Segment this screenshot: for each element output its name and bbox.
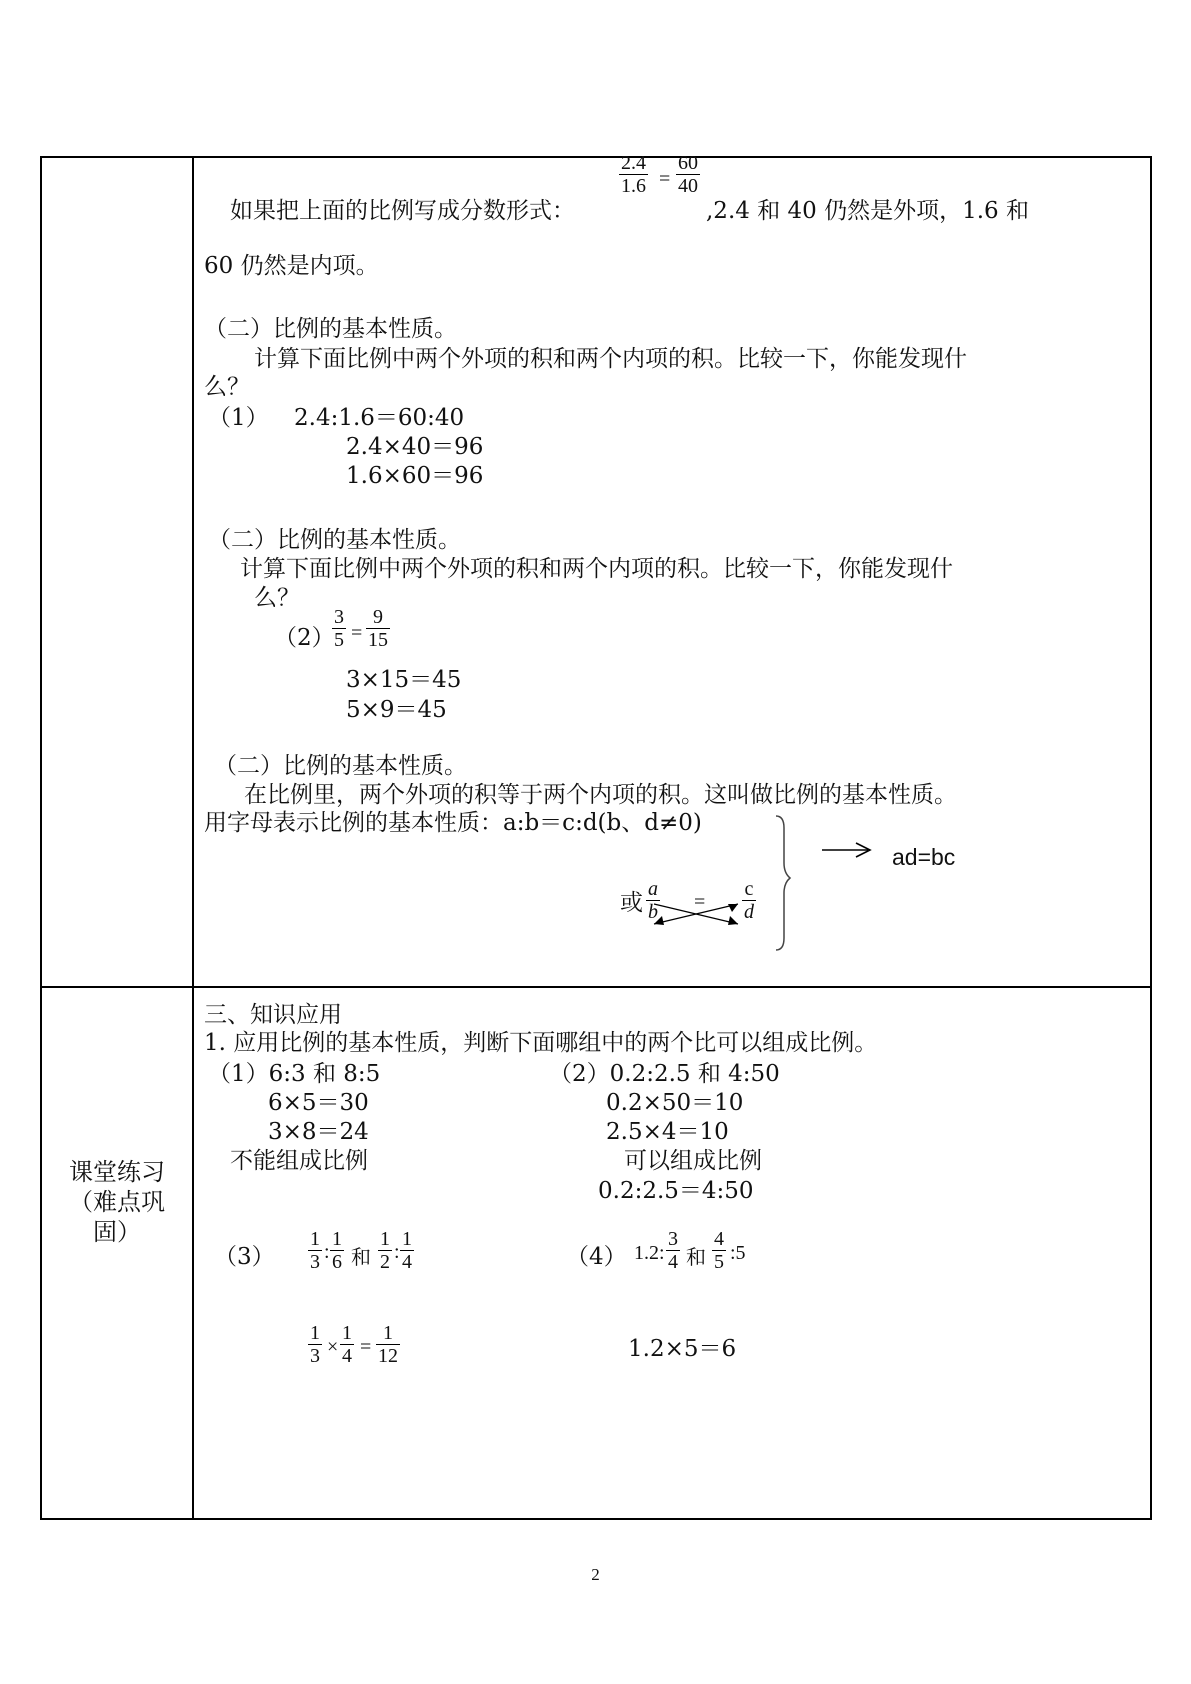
fraction-1-over-2: $\frac{1}{2}$ (380, 1228, 390, 1273)
equals-sign-3: = (694, 891, 706, 913)
fraction-4-over-5: $\frac{4}{5}$ (714, 1228, 724, 1273)
problem1-calc-1: 6×5＝30 (268, 1090, 369, 1116)
problem2-label: （2）0.2:2.5 和 4:50 (549, 1061, 780, 1087)
left-label-3: 固） (93, 1218, 141, 1246)
intro-tail: ,2.4 和 40 仍然是外项，1.6 和 (706, 198, 1029, 224)
example2-calc-1: 3×15＝45 (346, 667, 462, 693)
fraction-a-over-b: $\frac{a}{b}$ (648, 878, 658, 923)
block3-letters: 用字母表示比例的基本性质：a:b＝c:d(b、d≠0) (204, 810, 702, 836)
page-number: 2 (591, 1565, 600, 1584)
content-cell-practice (193, 987, 1151, 1519)
brace-icon (776, 816, 790, 950)
fraction-1-over-4: $\frac{1}{4}$ (402, 1228, 412, 1273)
table-row (41, 987, 1151, 1519)
ratio-colon: : (324, 1241, 330, 1263)
equals-sign: = (659, 168, 671, 190)
left-label-1: 课堂练习 (69, 1158, 165, 1186)
block1-title: （二）比例的基本性质。 (204, 316, 457, 342)
left-cell-empty (41, 157, 193, 987)
fraction-2.4-over-1.6: $\frac{2.4}{1.6}$ (621, 152, 646, 197)
practice-question-1: 1. 应用比例的基本性质，判断下面哪组中的两个比可以组成比例。 (204, 1030, 878, 1056)
fraction-60-over-40: $\frac{60}{40}$ (678, 152, 698, 197)
problem4-and: 和 (686, 1245, 706, 1269)
content-cell-basic-property (193, 152, 1151, 987)
block1-question-1: 计算下面比例中两个外项的积和两个内项的积。比较一下，你能发现什 (254, 346, 967, 372)
fraction-1-over-3: $\frac{1}{3}$ (310, 1228, 320, 1273)
intro-text: 如果把上面的比例写成分数形式： (230, 198, 575, 224)
practice-title: 三、知识应用 (204, 1002, 342, 1028)
example2-label: （2） (274, 625, 335, 651)
problem4-tail: :5 (730, 1242, 746, 1264)
result-ad-bc: ad=bc (892, 844, 956, 870)
times-sign: × (327, 1336, 339, 1358)
example1-calc-2: 1.6×60＝96 (346, 463, 484, 489)
table-row (41, 157, 1151, 987)
problem2-calc-1: 0.2×50＝10 (606, 1090, 744, 1116)
problem1-calc-2: 3×8＝24 (268, 1119, 369, 1145)
problem4-label: （4） (566, 1244, 627, 1270)
problem3-and: 和 (351, 1245, 371, 1269)
block1-question-2: 么？ (204, 374, 250, 400)
cross-multiply-diagram (614, 808, 1014, 978)
problem1-label: （1）6:3 和 8:5 (208, 1061, 381, 1087)
example2-calc-2: 5×9＝45 (346, 697, 447, 723)
or-label: 或 (620, 890, 643, 916)
block2-question-2: 么？ (254, 585, 300, 611)
intro-line-2: 60 仍然是内项。 (204, 253, 379, 279)
fraction-9-over-15: $\frac{9}{15}$ (368, 606, 388, 651)
left-cell-practice (41, 987, 193, 1519)
fraction-c-over-d: $\frac{c}{d}$ (744, 878, 754, 923)
block2-title: （二）比例的基本性质。 (208, 527, 461, 553)
fraction-1-over-3-calc: $\frac{1}{3}$ (310, 1322, 320, 1367)
arrow-tip-icon (728, 904, 738, 912)
fraction-1-over-6: $\frac{1}{6}$ (332, 1228, 342, 1273)
left-label-2: （难点巩 (69, 1188, 165, 1216)
problem3-label: （3） (214, 1244, 275, 1270)
problem1-result: 不能组成比例 (230, 1148, 368, 1174)
example1-ratio: 2.4:1.6＝60:40 (294, 405, 465, 431)
fraction-3-over-4: $\frac{3}{4}$ (668, 1228, 678, 1273)
example1-label: （1） (208, 405, 269, 431)
arrow-tip-icon (728, 916, 738, 925)
problem2-calc-2: 2.5×4＝10 (606, 1119, 729, 1145)
lesson-table (40, 152, 1152, 1520)
problem2-ratio: 0.2:2.5＝4:50 (598, 1178, 754, 1204)
block2-question-1: 计算下面比例中两个外项的积和两个内项的积。比较一下，你能发现什 (240, 556, 953, 582)
fraction-1-over-4-calc: $\frac{1}{4}$ (342, 1322, 352, 1367)
block3-text: 在比例里，两个外项的积等于两个内项的积。这叫做比例的基本性质。 (244, 782, 957, 808)
equals-sign-4: = (360, 1336, 372, 1358)
ratio-colon: : (394, 1241, 400, 1263)
problem4-calc: 1.2×5＝6 (628, 1336, 737, 1362)
block3-title: （二）比例的基本性质。 (214, 753, 467, 779)
problem4-lead: 1.2: (634, 1242, 665, 1264)
fraction-1-over-12: $\frac{1}{12}$ (378, 1322, 398, 1367)
fraction-3-over-5: $\frac{3}{5}$ (334, 606, 344, 651)
equals-sign-2: = (351, 622, 363, 644)
example1-calc-1: 2.4×40＝96 (346, 434, 484, 460)
problem2-result: 可以组成比例 (624, 1148, 762, 1174)
